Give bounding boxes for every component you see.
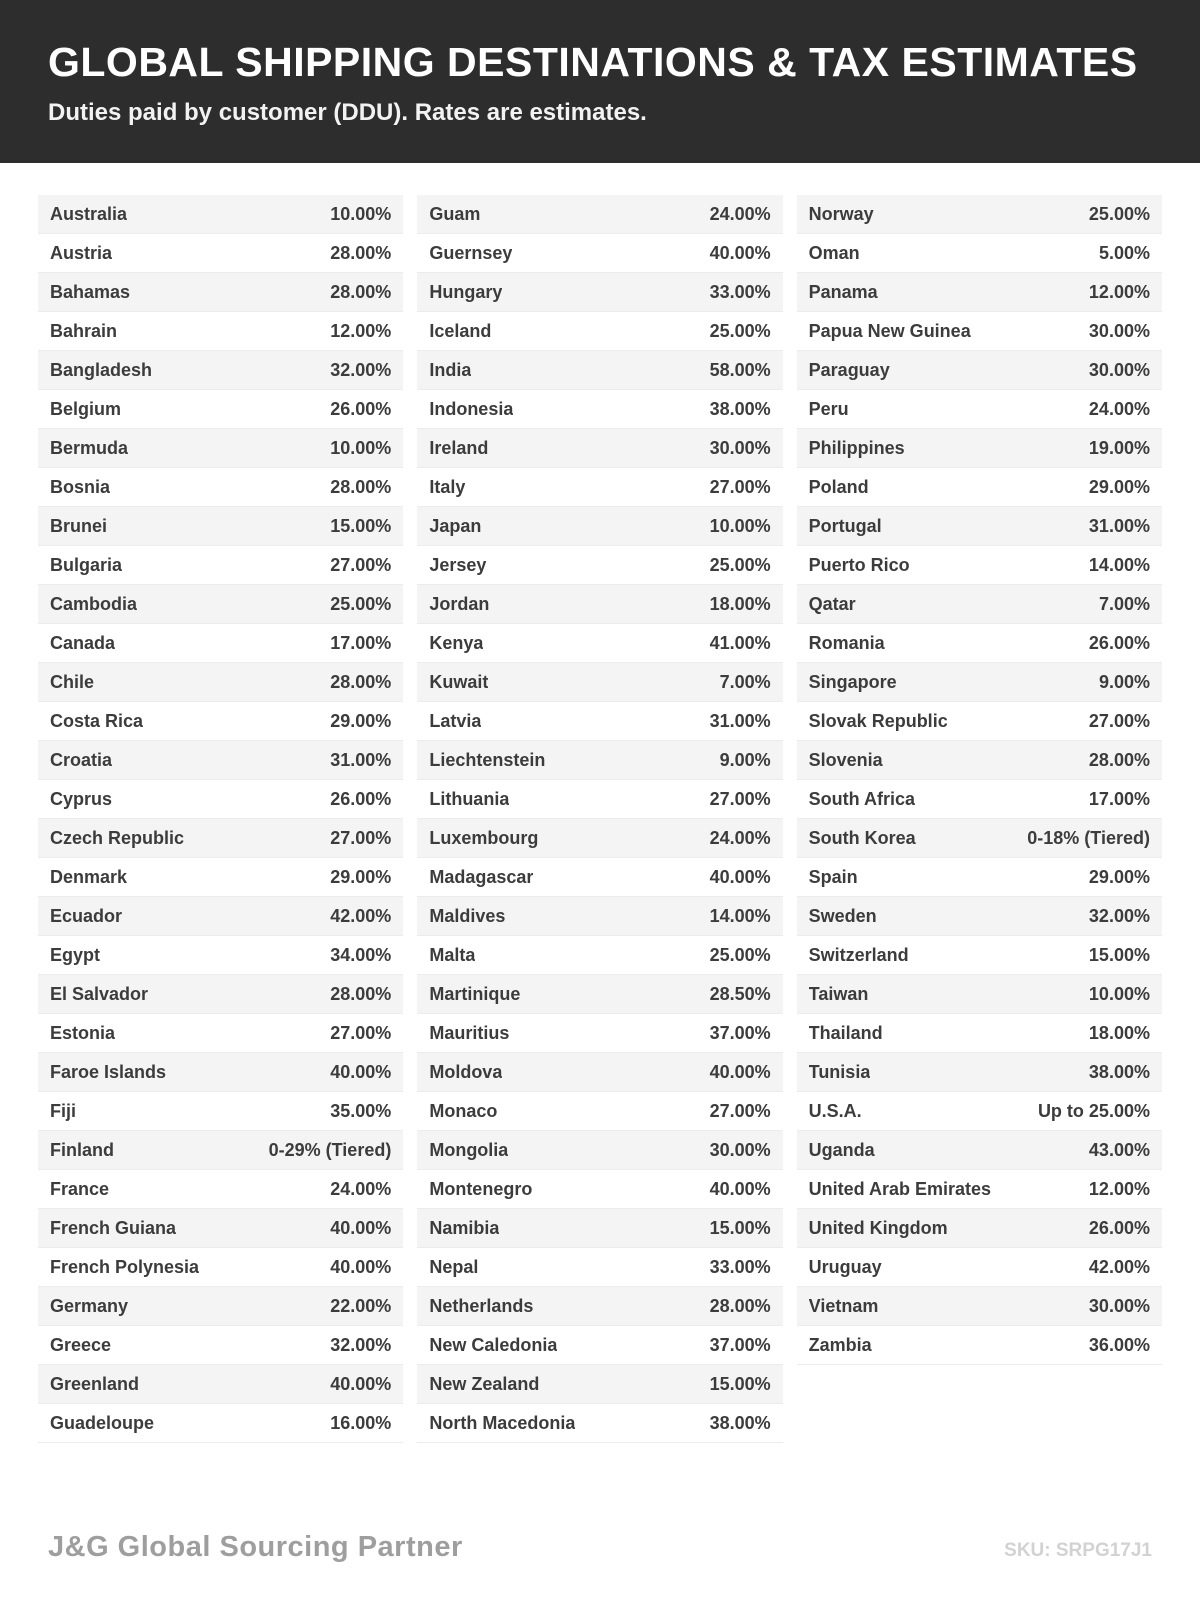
rate-value: 40.00%	[709, 866, 771, 887]
table-row	[797, 429, 1162, 468]
rate-value: 40.00%	[709, 1178, 771, 1199]
table-row	[38, 1014, 403, 1053]
country-label: Bulgaria	[50, 554, 123, 575]
country-label: Monaco	[429, 1100, 498, 1121]
country-label: South Korea	[808, 827, 916, 848]
country-label: Namibia	[429, 1217, 500, 1238]
country-label: Costa Rica	[50, 710, 144, 731]
table-row	[797, 1092, 1162, 1131]
country-label: Liechtenstein	[429, 749, 546, 770]
country-label: South Africa	[808, 788, 915, 809]
table-row	[417, 1014, 782, 1053]
country-label: Guernsey	[429, 242, 513, 263]
table-row	[38, 312, 403, 351]
rate-value: 12.00%	[1088, 281, 1150, 302]
table-row	[38, 234, 403, 273]
table-row	[797, 858, 1162, 897]
table-row	[797, 975, 1162, 1014]
table-row	[797, 1170, 1162, 1209]
country-label: Sweden	[808, 905, 877, 926]
country-label: Lithuania	[429, 788, 510, 809]
country-label: Canada	[50, 632, 116, 653]
brand-name: J&G Global Sourcing Partner	[48, 1531, 463, 1563]
country-label: Switzerland	[808, 944, 909, 965]
country-label: Vietnam	[808, 1295, 879, 1316]
rate-value: 25.00%	[709, 554, 771, 575]
country-label: Panama	[808, 281, 878, 302]
table-row	[38, 1170, 403, 1209]
rate-value: 12.00%	[330, 320, 392, 341]
country-label: Taiwan	[808, 983, 869, 1004]
country-label: Bosnia	[50, 476, 111, 497]
table-row	[417, 1248, 782, 1287]
rate-value: 36.00%	[1088, 1334, 1150, 1355]
table-row	[417, 663, 782, 702]
country-label: Philippines	[808, 437, 905, 458]
table-row	[797, 1014, 1162, 1053]
rate-value: 28.00%	[330, 983, 392, 1004]
table-row	[38, 429, 403, 468]
rate-value: 28.00%	[709, 1295, 771, 1316]
country-label: Jordan	[429, 593, 490, 614]
rate-value: 14.00%	[709, 905, 771, 926]
table-row	[38, 1248, 403, 1287]
country-label: Jersey	[429, 554, 487, 575]
table-row	[38, 1326, 403, 1365]
table-row	[417, 273, 782, 312]
country-label: India	[429, 359, 472, 380]
table-row	[797, 1287, 1162, 1326]
country-label: Kenya	[429, 632, 484, 653]
page-subtitle: Duties paid by customer (DDU). Rates are estimates.	[48, 99, 647, 127]
table-row	[797, 585, 1162, 624]
rate-value: 27.00%	[709, 476, 771, 497]
table-row	[797, 780, 1162, 819]
country-label: Madagascar	[429, 866, 534, 887]
country-label: Netherlands	[429, 1295, 534, 1316]
rate-value: 24.00%	[709, 827, 771, 848]
country-label: Montenegro	[429, 1178, 533, 1199]
country-label: Ireland	[429, 437, 489, 458]
table-row	[38, 780, 403, 819]
country-label: Brunei	[50, 515, 108, 536]
rate-value: 24.00%	[709, 203, 771, 224]
rate-value: 40.00%	[330, 1373, 392, 1394]
rate-value: 0-18% (Tiered)	[1027, 827, 1150, 848]
rate-value: 22.00%	[330, 1295, 392, 1316]
country-label: Egypt	[50, 944, 101, 965]
sku-label: SKU: SRPG17J1	[1004, 1540, 1152, 1561]
country-label: Croatia	[50, 749, 113, 770]
table-row	[417, 507, 782, 546]
rate-value: 18.00%	[709, 593, 771, 614]
rate-value: Up to 25.00%	[1037, 1100, 1150, 1121]
page-header	[0, 0, 1200, 163]
country-label: Peru	[808, 398, 849, 419]
country-label: Iceland	[429, 320, 492, 341]
country-label: Czech Republic	[50, 827, 185, 848]
rate-value: 24.00%	[1088, 398, 1150, 419]
table-row	[797, 195, 1162, 234]
rate-value: 33.00%	[709, 1256, 771, 1277]
rate-value: 32.00%	[1088, 905, 1150, 926]
table-row	[797, 351, 1162, 390]
rate-value: 30.00%	[1088, 1295, 1150, 1316]
rate-value: 42.00%	[1088, 1256, 1150, 1277]
rate-value: 17.00%	[1088, 788, 1150, 809]
table-row	[38, 1287, 403, 1326]
country-label: Estonia	[50, 1022, 116, 1043]
rate-value: 37.00%	[709, 1022, 771, 1043]
table-row	[417, 1326, 782, 1365]
country-label: United Arab Emirates	[808, 1178, 992, 1199]
table-row	[417, 1209, 782, 1248]
country-label: Zambia	[808, 1334, 872, 1355]
table-row	[797, 936, 1162, 975]
country-label: French Polynesia	[50, 1256, 200, 1277]
country-label: Bangladesh	[50, 359, 153, 380]
rate-value: 27.00%	[330, 554, 392, 575]
rate-value: 31.00%	[1088, 515, 1150, 536]
country-label: Nepal	[429, 1256, 479, 1277]
country-label: Bahamas	[50, 281, 131, 302]
table-row	[797, 468, 1162, 507]
country-label: French Guiana	[50, 1217, 177, 1238]
rate-value: 10.00%	[1088, 983, 1150, 1004]
table-row	[417, 1092, 782, 1131]
rate-value: 35.00%	[330, 1100, 392, 1121]
table-row	[38, 897, 403, 936]
country-label: Cambodia	[50, 593, 138, 614]
table-row	[797, 741, 1162, 780]
table-row	[38, 1209, 403, 1248]
table-row	[38, 663, 403, 702]
rate-value: 27.00%	[330, 827, 392, 848]
country-label: Uganda	[808, 1139, 875, 1160]
rate-value: 7.00%	[719, 671, 771, 692]
country-label: Australia	[50, 203, 128, 224]
country-label: Bahrain	[50, 320, 118, 341]
table-row	[38, 390, 403, 429]
table-row	[797, 507, 1162, 546]
rate-value: 9.00%	[1098, 671, 1150, 692]
rate-value: 32.00%	[330, 1334, 392, 1355]
country-label: New Caledonia	[429, 1334, 558, 1355]
table-row	[38, 1404, 403, 1443]
table-row	[38, 741, 403, 780]
rate-value: 27.00%	[709, 1100, 771, 1121]
rate-column	[797, 195, 1162, 1365]
country-label: U.S.A.	[808, 1100, 862, 1121]
table-row	[797, 1248, 1162, 1287]
table-row	[797, 312, 1162, 351]
rate-value: 25.00%	[1088, 203, 1150, 224]
rate-value: 27.00%	[330, 1022, 392, 1043]
table-row	[797, 819, 1162, 858]
rate-value: 32.00%	[330, 359, 392, 380]
rate-value: 29.00%	[1088, 476, 1150, 497]
table-row	[797, 702, 1162, 741]
table-row	[38, 1365, 403, 1404]
country-label: Kuwait	[429, 671, 489, 692]
table-row	[417, 975, 782, 1014]
rate-value: 40.00%	[709, 1061, 771, 1082]
country-label: Bermuda	[50, 437, 129, 458]
table-row	[417, 897, 782, 936]
country-label: Oman	[808, 242, 860, 263]
country-label: Paraguay	[808, 359, 890, 380]
table-row	[417, 351, 782, 390]
country-label: Fiji	[50, 1100, 76, 1121]
rate-value: 28.00%	[330, 476, 392, 497]
country-label: United Kingdom	[808, 1217, 948, 1238]
rate-value: 24.00%	[330, 1178, 392, 1199]
rate-value: 15.00%	[709, 1217, 771, 1238]
rate-value: 17.00%	[330, 632, 392, 653]
country-label: North Macedonia	[429, 1412, 576, 1433]
country-label: Germany	[50, 1295, 129, 1316]
table-row	[417, 546, 782, 585]
table-row	[417, 819, 782, 858]
rate-value: 30.00%	[709, 437, 771, 458]
country-label: Mongolia	[429, 1139, 509, 1160]
country-label: Finland	[50, 1139, 114, 1160]
rate-value: 43.00%	[1088, 1139, 1150, 1160]
rate-value: 38.00%	[1088, 1061, 1150, 1082]
table-row	[38, 936, 403, 975]
country-label: Slovak Republic	[808, 710, 948, 731]
table-row	[417, 624, 782, 663]
rate-value: 5.00%	[1098, 242, 1150, 263]
country-label: Austria	[50, 242, 113, 263]
rate-value: 29.00%	[1088, 866, 1150, 887]
table-row	[797, 1209, 1162, 1248]
rate-value: 26.00%	[330, 398, 392, 419]
table-row	[38, 585, 403, 624]
tax-rate-table	[0, 163, 1200, 1443]
country-label: Uruguay	[808, 1256, 882, 1277]
country-label: Papua New Guinea	[808, 320, 971, 341]
table-row	[38, 351, 403, 390]
rate-value: 37.00%	[709, 1334, 771, 1355]
country-label: Martinique	[429, 983, 521, 1004]
rate-value: 26.00%	[330, 788, 392, 809]
rate-value: 31.00%	[709, 710, 771, 731]
rate-value: 40.00%	[330, 1256, 392, 1277]
country-label: Japan	[429, 515, 482, 536]
rate-value: 33.00%	[709, 281, 771, 302]
country-label: Guadeloupe	[50, 1412, 155, 1433]
rate-value: 7.00%	[1098, 593, 1150, 614]
country-label: Tunisia	[808, 1061, 871, 1082]
table-row	[417, 1287, 782, 1326]
page-title: GLOBAL SHIPPING DESTINATIONS & TAX ESTIMATES	[48, 39, 1138, 85]
country-label: Puerto Rico	[808, 554, 910, 575]
rate-value: 0-29% (Tiered)	[268, 1139, 392, 1160]
rate-value: 15.00%	[330, 515, 392, 536]
table-row	[417, 780, 782, 819]
table-row	[417, 1170, 782, 1209]
country-label: Latvia	[429, 710, 482, 731]
country-label: New Zealand	[429, 1373, 540, 1394]
table-row	[38, 195, 403, 234]
rate-value: 28.00%	[330, 242, 392, 263]
table-row	[38, 546, 403, 585]
rate-value: 34.00%	[330, 944, 392, 965]
country-label: Moldova	[429, 1061, 503, 1082]
table-row	[417, 936, 782, 975]
rate-value: 30.00%	[1088, 320, 1150, 341]
rate-value: 26.00%	[1088, 1217, 1150, 1238]
rate-value: 26.00%	[1088, 632, 1150, 653]
rate-value: 42.00%	[330, 905, 392, 926]
table-row	[417, 585, 782, 624]
table-row	[38, 1053, 403, 1092]
rate-value: 10.00%	[330, 437, 392, 458]
country-label: Slovenia	[808, 749, 883, 770]
rate-value: 12.00%	[1088, 1178, 1150, 1199]
rate-value: 29.00%	[330, 866, 392, 887]
table-row	[417, 1053, 782, 1092]
table-row	[38, 273, 403, 312]
country-label: Maldives	[429, 905, 506, 926]
table-row	[38, 507, 403, 546]
table-row	[38, 1092, 403, 1131]
rate-column	[38, 195, 403, 1443]
country-label: Poland	[808, 476, 869, 497]
country-label: Mauritius	[429, 1022, 510, 1043]
country-label: Portugal	[808, 515, 882, 536]
table-row	[797, 897, 1162, 936]
table-row	[417, 702, 782, 741]
rate-value: 18.00%	[1088, 1022, 1150, 1043]
table-row	[797, 624, 1162, 663]
rate-value: 16.00%	[330, 1412, 392, 1433]
rate-value: 25.00%	[709, 320, 771, 341]
table-row	[797, 663, 1162, 702]
table-row	[797, 546, 1162, 585]
country-label: Thailand	[808, 1022, 883, 1043]
rate-value: 40.00%	[330, 1061, 392, 1082]
country-label: Luxembourg	[429, 827, 539, 848]
rate-value: 30.00%	[1088, 359, 1150, 380]
rate-value: 15.00%	[709, 1373, 771, 1394]
rate-value: 38.00%	[709, 398, 771, 419]
rate-value: 41.00%	[709, 632, 771, 653]
table-row	[797, 390, 1162, 429]
table-row	[417, 429, 782, 468]
rate-value: 28.00%	[330, 671, 392, 692]
country-label: Malta	[429, 944, 476, 965]
table-row	[38, 858, 403, 897]
country-label: Hungary	[429, 281, 503, 302]
country-label: Indonesia	[429, 398, 514, 419]
country-label: Cyprus	[50, 788, 113, 809]
rate-value: 14.00%	[1088, 554, 1150, 575]
rate-value: 30.00%	[709, 1139, 771, 1160]
table-row	[417, 390, 782, 429]
country-label: Spain	[808, 866, 858, 887]
table-row	[797, 1131, 1162, 1170]
rate-value: 29.00%	[330, 710, 392, 731]
rate-value: 25.00%	[330, 593, 392, 614]
rate-value: 28.00%	[1088, 749, 1150, 770]
rate-value: 40.00%	[709, 242, 771, 263]
rate-value: 9.00%	[719, 749, 771, 770]
table-row	[797, 273, 1162, 312]
table-row	[38, 468, 403, 507]
table-row	[797, 1053, 1162, 1092]
rate-value: 38.00%	[709, 1412, 771, 1433]
table-row	[417, 858, 782, 897]
country-label: Chile	[50, 671, 95, 692]
rate-value: 19.00%	[1088, 437, 1150, 458]
rate-value: 15.00%	[1088, 944, 1150, 965]
rate-value: 27.00%	[1088, 710, 1150, 731]
table-row	[797, 234, 1162, 273]
table-row	[417, 195, 782, 234]
country-label: France	[50, 1178, 110, 1199]
country-label: Belgium	[50, 398, 122, 419]
rate-value: 58.00%	[709, 359, 771, 380]
page-footer	[0, 1531, 1200, 1564]
rate-column	[417, 195, 782, 1443]
country-label: Romania	[808, 632, 885, 653]
country-label: Norway	[808, 203, 874, 224]
rate-value: 28.50%	[709, 983, 771, 1004]
table-row	[38, 1131, 403, 1170]
country-label: Greece	[50, 1334, 112, 1355]
table-row	[417, 1404, 782, 1443]
country-label: Denmark	[50, 866, 128, 887]
rate-value: 28.00%	[330, 281, 392, 302]
rate-value: 40.00%	[330, 1217, 392, 1238]
country-label: Guam	[429, 203, 481, 224]
table-row	[417, 312, 782, 351]
table-row	[417, 468, 782, 507]
country-label: Singapore	[808, 671, 897, 692]
table-row	[38, 624, 403, 663]
country-label: El Salvador	[50, 983, 149, 1004]
table-row	[38, 702, 403, 741]
rate-value: 25.00%	[709, 944, 771, 965]
country-label: Qatar	[808, 593, 856, 614]
country-label: Greenland	[50, 1373, 140, 1394]
rate-value: 10.00%	[330, 203, 392, 224]
country-label: Italy	[429, 476, 466, 497]
rate-value: 27.00%	[709, 788, 771, 809]
table-row	[417, 234, 782, 273]
table-row	[797, 1326, 1162, 1365]
table-row	[417, 741, 782, 780]
rate-value: 31.00%	[330, 749, 392, 770]
country-label: Faroe Islands	[50, 1061, 167, 1082]
country-label: Ecuador	[50, 905, 123, 926]
rate-value: 10.00%	[709, 515, 771, 536]
table-row	[38, 819, 403, 858]
table-row	[38, 975, 403, 1014]
table-row	[417, 1131, 782, 1170]
table-row	[417, 1365, 782, 1404]
